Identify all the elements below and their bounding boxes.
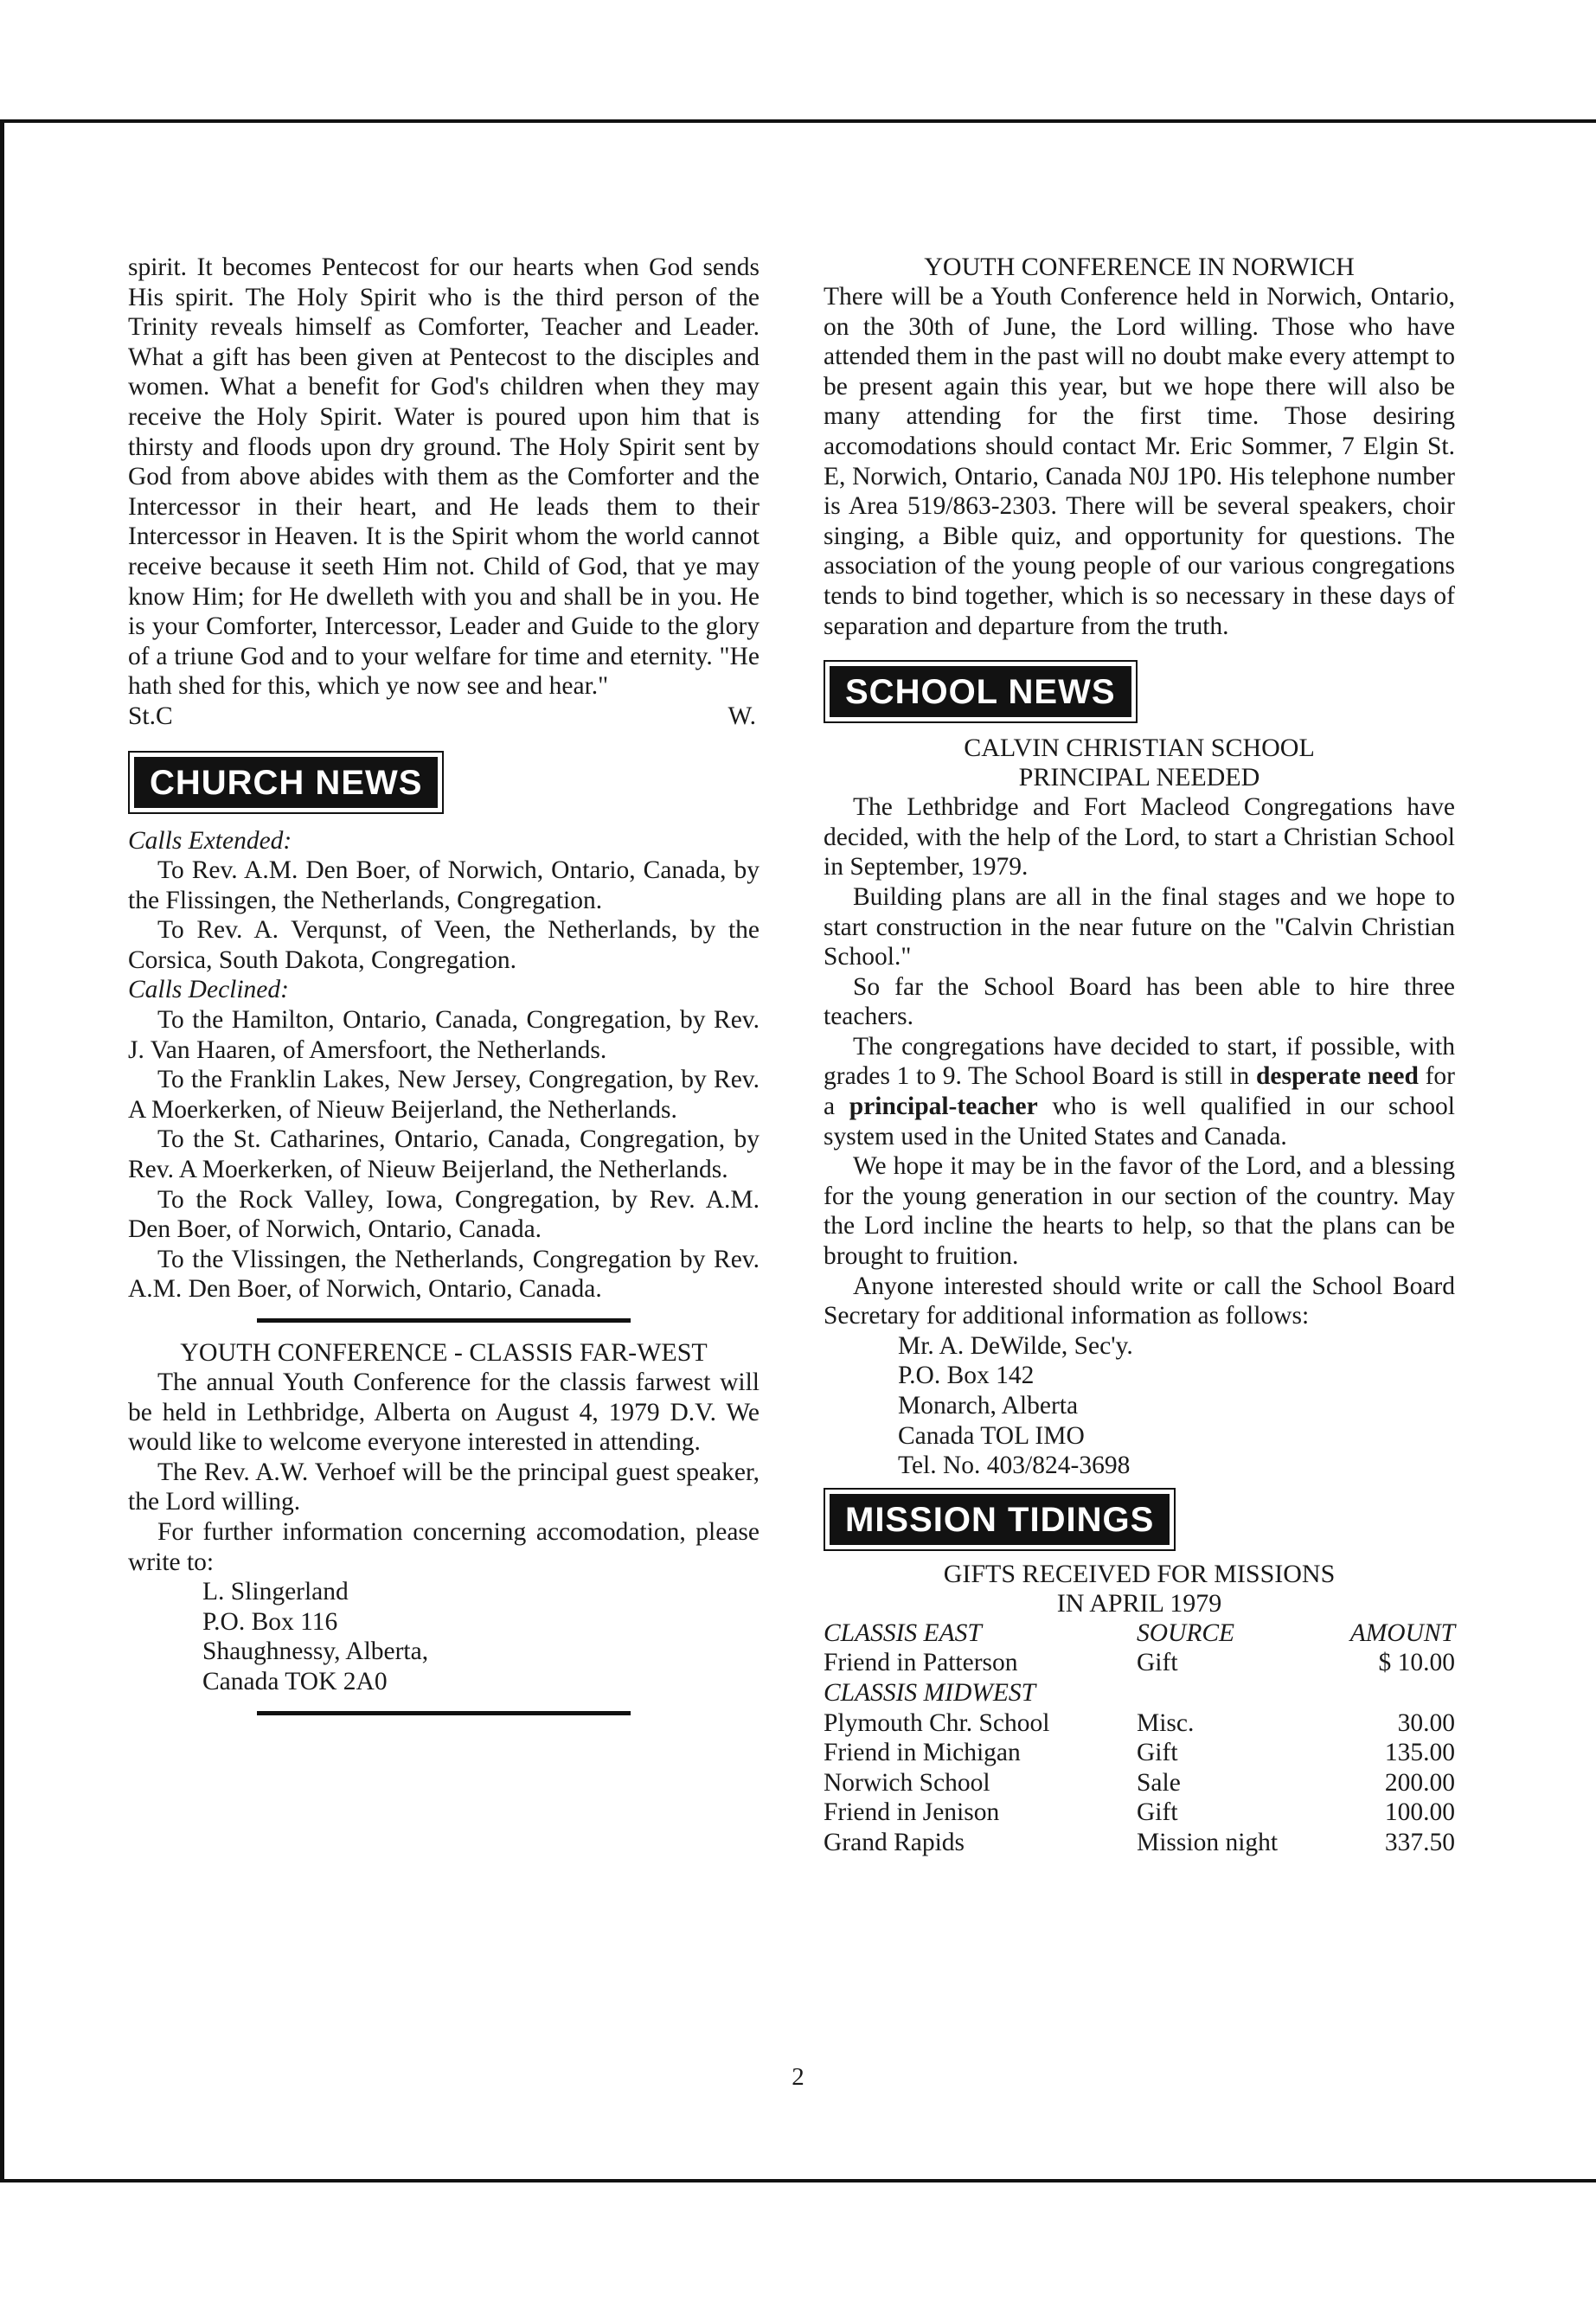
table-cell: 200.00 [1384,1768,1455,1797]
table-cell: Sale [1137,1768,1181,1797]
school-news-banner [824,660,1138,723]
left-column [128,253,760,1715]
mission-tidings-banner [824,1488,1176,1551]
page-border-left [0,119,4,2182]
school-p4-text: who is well qualified in our school system used in the United States and Canada. [824,1093,1455,1150]
right-column [824,253,1455,1858]
address-line: Tel. No. 403/824-3698 [898,1452,1131,1480]
table-cell: Plymouth Chr. School [824,1708,1050,1737]
calls-declined-item: To the St. Catharines, Ontario, Canada, Congregation, by Rev. A Moerkerken, of Nieuw Beijerland, the Netherlands. [128,1125,760,1184]
calls-declined-item: To the Hamilton, Ontario, Canada, Congregation, by Rev. J. Van Haaren, of Amersfoort, the Netherlands. [128,1006,760,1064]
mission-heading-line2: IN APRIL 1979 [1056,1588,1222,1618]
calls-declined-item: To the Franklin Lakes, New Jersey, Congregation, by Rev. A Moerkerken, of Nieuw Beijerland, the Netherlands. [128,1066,760,1124]
table-cell: Gift [1137,1649,1178,1677]
table-cell: Norwich School [824,1768,990,1797]
table-cell: Friend in Jenison [824,1798,1000,1827]
table-row [824,1798,1455,1828]
address-line: Monarch, Alberta [898,1392,1079,1420]
school-p1: The Lethbridge and Fort Macleod Congregations have decided, with the help of the Lord, to start a Christian School in September, 1979. [824,793,1455,881]
table-cell: Friend in Patterson [824,1649,1018,1677]
youth-farwest-p1: The annual Youth Conference for the classis farwest will be held in Lethbridge, Alberta on August 4, 1979 D.V. We would like to welcome everyone interested in attending. [128,1368,760,1457]
address-line: Shaughnessy, Alberta, [202,1638,429,1666]
youth-norwich-heading: YOUTH CONFERENCE IN NORWICH [924,253,1355,281]
signature-right: W. [727,702,756,730]
church-news-banner-text: CHURCH NEWS [134,757,438,808]
table-cell: 100.00 [1384,1798,1455,1827]
table-cell: Gift [1137,1739,1178,1767]
address-line: Mr. A. DeWilde, Sec'y. [898,1331,1133,1360]
table-cell: Friend in Michigan [824,1739,1021,1767]
youth-farwest-address [128,1577,760,1696]
page-border-bottom [0,2179,1596,2182]
page-number: 2 [792,2063,804,2091]
table-cell: $ 10.00 [1378,1649,1455,1677]
column-header: SOURCE [1137,1618,1235,1647]
school-p2: Building plans are all in the final stages and we hope to start construction in the near future on the "Calvin Christian School." [824,882,1455,971]
address-line: P.O. Box 142 [898,1362,1035,1390]
calls-extended-item: To Rev. A.M. Den Boer, of Norwich, Ontario, Canada, by the Flissingen, the Netherlands, Congregation. [128,856,760,914]
school-news-banner-text: SCHOOL NEWS [830,666,1131,717]
youth-farwest-p3: For further information concerning accomodation, please write to: [128,1517,760,1576]
table-cell: 135.00 [1384,1739,1455,1767]
table-subheader-row [824,1678,1455,1708]
table-header-row [824,1618,1455,1649]
table-row [824,1708,1455,1739]
calls-declined-item: To the Vlissingen, the Netherlands, Congregation by Rev. A.M. Den Boer, of Norwich, Ontario, Canada. [128,1245,760,1304]
signature-left: St.C [128,702,173,730]
column-header: AMOUNT [1349,1618,1455,1647]
school-heading-line1: CALVIN CHRISTIAN SCHOOL [964,734,1315,763]
school-heading-line2: PRINCIPAL NEEDED [1018,763,1260,792]
calls-extended-item: To Rev. A. Verqunst, of Veen, the Netherlands, by the Corsica, South Dakota, Congregation. [128,916,760,974]
page-border-top [0,119,1596,123]
school-p4 [824,1032,1455,1151]
calls-extended-label: Calls Extended: [128,826,292,855]
address-line: Canada TOL IMO [898,1421,1085,1450]
school-p4-text: The congregations have decided to start, if possible, with grades 1 to 9. The School Board is still in [824,1032,1455,1091]
table-cell: Grand Rapids [824,1828,965,1856]
calls-declined-label: Calls Declined: [128,976,289,1004]
desperate-need-emphasis: desperate need [1255,1062,1419,1091]
address-line: L. Slingerland [202,1578,349,1606]
signature-line [128,702,756,732]
mission-heading-line1: GIFTS RECEIVED FOR MISSIONS [943,1559,1336,1588]
principal-teacher-emphasis: principal-teacher [849,1093,1038,1121]
table-row [824,1768,1455,1798]
youth-norwich-body: There will be a Youth Conference held in Norwich, Ontario, on the 30th of June, the Lord willing. Those who have attended them in the past will no doubt make every attempt to be present again this year, but we hope there will also be many attending for the first time. Those desiring accomodations should contact Mr. Eric Sommer, 7 Elgin St. E, Norwich, Ontario, Canada N0J 1P0. His telephone number is Area 519/863-2303. There will be several speakers, choir singing, a Bible quiz, and opportunity for questions. The association of the young people of our various congregations tends to bind together, which is so necessary in these days of separation and departure from the truth. [824,283,1455,640]
table-row [824,1648,1455,1678]
youth-farwest-heading: YOUTH CONFERENCE - CLASSIS FAR-WEST [180,1338,708,1367]
table-cell: 30.00 [1397,1708,1455,1737]
address-line: P.O. Box 116 [202,1607,338,1636]
table-cell: Misc. [1137,1708,1195,1737]
intro-paragraph: spirit. It becomes Pentecost for our hearts when God sends His spirit. The Holy Spirit who is the third person of the Trinity reveals himself as Comforter, Teacher and Leader. What a gift has been given at Pentecost to the disciples and women. What a benefit for God's children when they may receive the Holy Spirit. Water is poured upon him that is thirsty and floods upon dry ground. The Holy Spirit sent by God from above abides with them as the Comforter and the Intercessor in their heart, and He leads them to their Intercessor in Heaven. It is the Spirit whom the world cannot receive because it seeth Him not. Child of God, that ye may know Him; for He dwelleth with you and shall be in you. He is your Comforter, Intercessor, Leader and Guide to the glory of a triune God and to your welfare for time and eternity. "He hath shed for this, which ye now see and hear." [128,253,760,701]
table-cell: Mission night [1137,1828,1279,1856]
school-p4-text: for a [824,1062,1455,1121]
school-p5: We hope it may be in the favor of the Lord, and a blessing for the young generation in our section of the country. May the Lord incline the hearts to help, so that the plans can be brought to fruition. [824,1152,1455,1271]
church-news-banner [128,751,444,814]
school-p3: So far the School Board has been able to hire three teachers. [824,972,1455,1031]
table-cell: 337.50 [1384,1828,1455,1856]
school-address [824,1331,1455,1481]
mission-tidings-banner-text: MISSION TIDINGS [830,1494,1170,1545]
classis-midwest-label: CLASSIS MIDWEST [824,1678,1036,1707]
table-cell: Gift [1137,1798,1178,1827]
calls-declined-item: To the Rock Valley, Iowa, Congregation, by Rev. A.M. Den Boer, of Norwich, Ontario, Canada. [128,1185,760,1244]
section-divider [257,1318,631,1323]
school-p6: Anyone interested should write or call the School Board Secretary for additional information as follows: [824,1272,1455,1330]
section-divider [257,1711,631,1715]
column-header: CLASSIS EAST [824,1618,982,1647]
table-row [824,1828,1455,1858]
table-row [824,1738,1455,1768]
mission-gifts-table [824,1618,1455,1858]
youth-farwest-p2: The Rev. A.W. Verhoef will be the principal guest speaker, the Lord willing. [128,1458,760,1516]
address-line: Canada TOK 2A0 [202,1667,388,1695]
